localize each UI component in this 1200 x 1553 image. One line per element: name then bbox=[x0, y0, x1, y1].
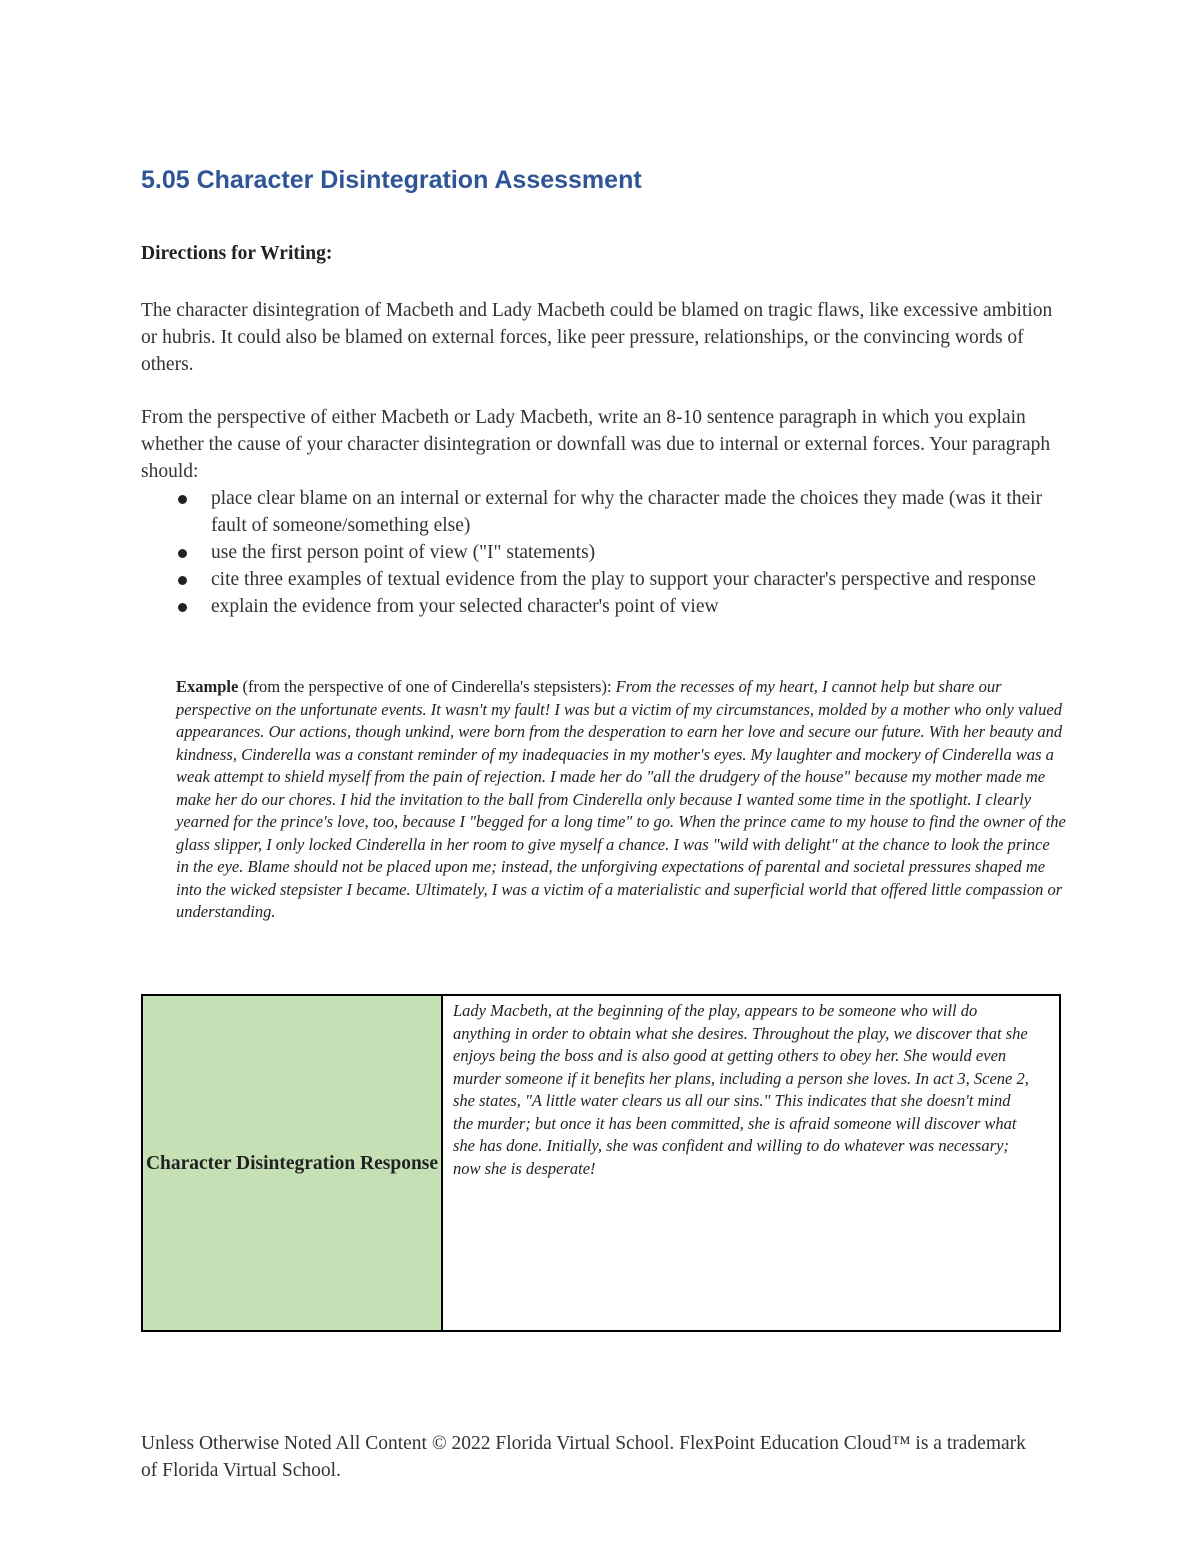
example-paragraph bbox=[176, 676, 1066, 924]
list-item bbox=[141, 539, 1071, 566]
directions-heading: Directions for Writing: bbox=[141, 243, 333, 264]
requirements-list bbox=[141, 485, 1071, 620]
example-body: From the recesses of my heart, I cannot help but share our perspective on the unfortunate events. It wasn't my fault! I was but a victim of my circumstances, molded by a mother who only valued appearances. Our actions, though unkind, were born from the desperation to earn her love and secure our future. With her beauty and kindness, Cinderella was a constant reminder of my inadequacies in my mother's eyes. My laughter and mockery of Cinderella was a weak attempt to shield myself from the pain of rejection. I made her do "all the drudgery of the house" because my mother made me make her do our chores. I hid the invitation to the ball from Cinderella only because I wanted some time in the spotlight. I clearly yearned for the prince's love, too, because I "begged for a long time" to go. When the prince came to my house to find the owner of the glass slipper, I only locked Cinderella in her room to give myself a chance. I was "wild with delight" at the chance to look the prince in the eye. Blame should not be placed upon me; instead, the unforgiving expectations of parental and societal pressures shaped me into the wicked stepsister I became. Ultimately, I was a victim of a materialistic and superficial world that offered little compassion or understanding. bbox=[176, 677, 1066, 921]
page-title: 5.05 Character Disintegration Assessment bbox=[141, 166, 642, 194]
bullet-icon bbox=[178, 576, 187, 585]
list-item bbox=[141, 593, 1071, 620]
list-item-text: cite three examples of textual evidence from the play to support your character's perspective and response bbox=[211, 569, 1036, 590]
example-intro: (from the perspective of one of Cinderella's stepsisters): bbox=[238, 677, 616, 696]
intro-paragraph: The character disintegration of Macbeth and Lady Macbeth could be blamed on tragic flaws, like excessive ambition or hubris. It could also be blamed on external forces, like peer pressure, relationships, or the convincing words of others. bbox=[141, 300, 1053, 375]
copyright-footer: Unless Otherwise Noted All Content © 2022 Florida Virtual School. FlexPoint Education Cloud™ is a trademark of Florida Virtual School. bbox=[141, 1433, 1026, 1481]
response-text-cell[interactable]: Lady Macbeth, at the beginning of the play, appears to be someone who will do anything in order to obtain what she desires. Throughout the play, we discover that she enjoys being the boss and is also good at getting others to obey her. She would even murder someone if it benefits her plans, including a person she loves. In act 3, Scene 2, she states, "A little water clears us all our sins." This indicates that she doesn't mind the murder; but once it has been committed, she is afraid someone will discover what she has done. Initially, she was confident and willing to do whatever was necessary; now she is desperate! bbox=[442, 995, 1060, 1331]
example-label: Example bbox=[176, 677, 239, 696]
list-item-text: use the first person point of view ("I" statements) bbox=[211, 542, 596, 563]
bullet-icon bbox=[178, 495, 187, 504]
response-table bbox=[141, 994, 1061, 1332]
instructions-paragraph: From the perspective of either Macbeth or Lady Macbeth, write an 8-10 sentence paragraph in which you explain whether the cause of your character disintegration or downfall was due to internal or external forces. Your paragraph should: bbox=[141, 407, 1051, 482]
list-item bbox=[141, 566, 1071, 593]
list-item bbox=[141, 485, 1071, 539]
response-label-cell: Character Disintegration Response bbox=[142, 995, 442, 1331]
list-item-text: explain the evidence from your selected character's point of view bbox=[211, 596, 719, 617]
bullet-icon bbox=[178, 549, 187, 558]
list-item-text: place clear blame on an internal or external for why the character made the choices they made (was it their fault of someone/something else) bbox=[211, 488, 1043, 536]
bullet-icon bbox=[178, 603, 187, 612]
table-row bbox=[142, 995, 1060, 1331]
